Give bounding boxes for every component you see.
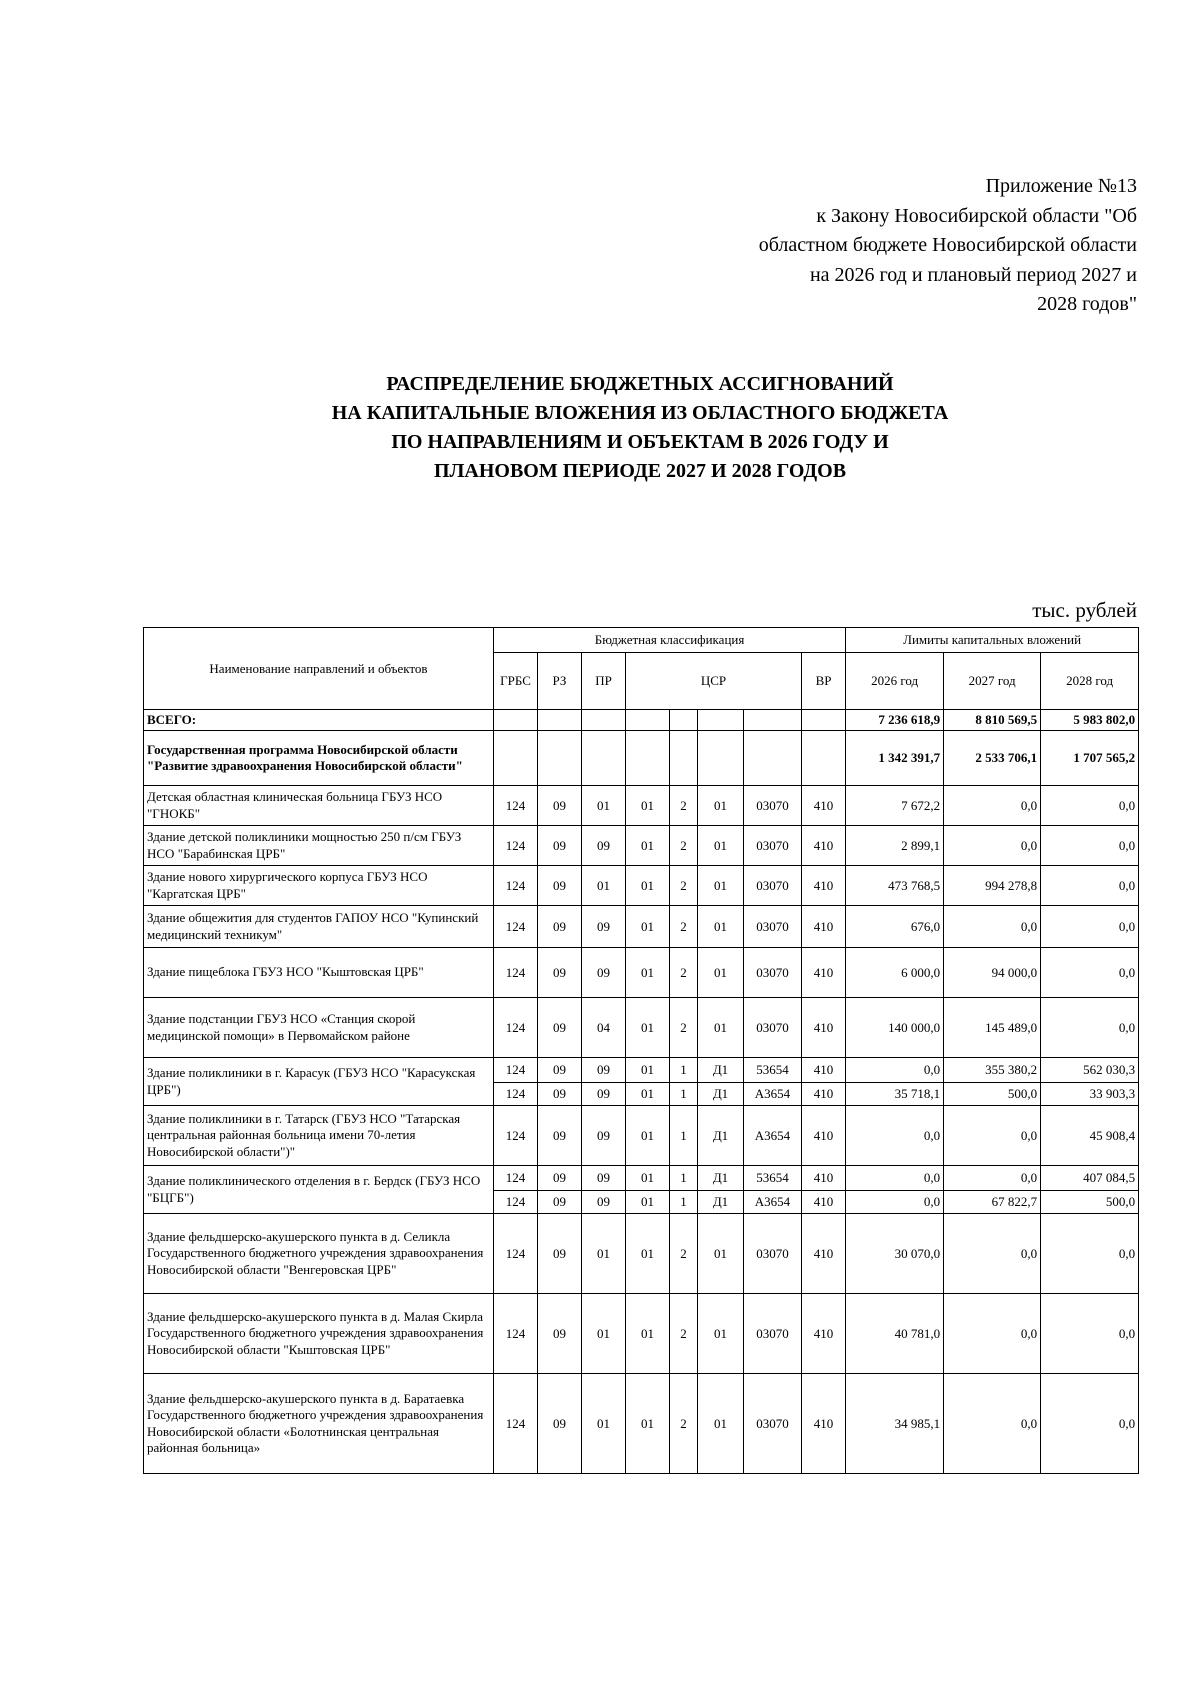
appendix-line: областном бюджете Новосибирской области bbox=[758, 234, 1137, 256]
code-vr: 410 bbox=[802, 826, 846, 866]
object-name: Детская областная клиническая больница ГБУЗ НСО "ГНОКБ" bbox=[144, 786, 494, 826]
value-2027: 0,0 bbox=[944, 1294, 1041, 1374]
code-c4: 03070 bbox=[744, 1294, 802, 1374]
code-c2: 2 bbox=[670, 866, 698, 906]
code-c2: 1 bbox=[670, 1106, 698, 1166]
table-row bbox=[144, 1294, 1139, 1374]
code-pr: 01 bbox=[582, 1294, 626, 1374]
value-2026: 0,0 bbox=[846, 1058, 944, 1083]
value-2026: 35 718,1 bbox=[846, 1083, 944, 1106]
value-2027: 145 489,0 bbox=[944, 998, 1041, 1058]
code-c1: 01 bbox=[626, 866, 670, 906]
code-c2: 2 bbox=[670, 1374, 698, 1474]
table-row bbox=[144, 906, 1139, 948]
code-c1: 01 bbox=[626, 906, 670, 948]
code-pr: 09 bbox=[582, 1166, 626, 1191]
appendix-line: к Закону Новосибирской области "Об bbox=[816, 204, 1137, 227]
code-pr: 01 bbox=[582, 1374, 626, 1474]
code-c3: 01 bbox=[698, 906, 744, 948]
value-2028: 500,0 bbox=[1041, 1191, 1139, 1214]
value-2027: 0,0 bbox=[944, 1166, 1041, 1191]
object-name: Здание поликлиники в г. Татарск (ГБУЗ НСО "Татарская центральная районная больница имени 70-летия Новосибирской области")" bbox=[144, 1106, 494, 1166]
header-2027: 2027 год bbox=[944, 653, 1041, 710]
code-c1: 01 bbox=[626, 1214, 670, 1294]
code-c4: 03070 bbox=[744, 906, 802, 948]
code-c2: 2 bbox=[670, 1294, 698, 1374]
value-2027: 0,0 bbox=[944, 786, 1041, 826]
title-line: ПЛАНОВОМ ПЕРИОДЕ 2027 И 2028 ГОДОВ bbox=[433, 460, 847, 482]
code-vr: 410 bbox=[802, 1166, 846, 1191]
table-row bbox=[144, 1214, 1139, 1294]
code-c4: 03070 bbox=[744, 866, 802, 906]
code-c2: 2 bbox=[670, 1214, 698, 1294]
code-vr: 410 bbox=[802, 998, 846, 1058]
object-name: Здание фельдшерско-акушерского пункта в д. Селикла Государственного бюджетного учреждения здравоохранения Новосибирской области "Венгеровская ЦРБ" bbox=[144, 1214, 494, 1294]
code-rz: 09 bbox=[538, 906, 582, 948]
code-grbs: 124 bbox=[494, 1294, 538, 1374]
code-c1: 01 bbox=[626, 998, 670, 1058]
code-c2: 2 bbox=[670, 998, 698, 1058]
code-c1: 01 bbox=[626, 1166, 670, 1191]
program-row bbox=[144, 731, 1139, 786]
value-2026: 7 236 618,9 bbox=[846, 710, 944, 731]
value-2028: 562 030,3 bbox=[1041, 1058, 1139, 1083]
object-name: Здание фельдшерско-акушерского пункта в д. Баратаевка Государственного бюджетного учреждения здравоохранения Новосибирской области «Болотнинская центральная районная больница» bbox=[144, 1374, 494, 1474]
code-grbs: 124 bbox=[494, 948, 538, 998]
header-csr: ЦСР bbox=[626, 653, 802, 710]
units-label: тыс. рублей bbox=[1032, 598, 1137, 622]
code-rz: 09 bbox=[538, 1083, 582, 1106]
value-2028: 407 084,5 bbox=[1041, 1166, 1139, 1191]
code-c2: 1 bbox=[670, 1166, 698, 1191]
value-2026: 676,0 bbox=[846, 906, 944, 948]
code-c1: 01 bbox=[626, 1058, 670, 1083]
code-vr: 410 bbox=[802, 786, 846, 826]
value-2028: 0,0 bbox=[1041, 948, 1139, 998]
code-c3: Д1 bbox=[698, 1166, 744, 1191]
code-c4: 53654 bbox=[744, 1166, 802, 1191]
code-c4: 03070 bbox=[744, 948, 802, 998]
code-c3: 01 bbox=[698, 1374, 744, 1474]
code-vr: 410 bbox=[802, 1294, 846, 1374]
code-vr: 410 bbox=[802, 1374, 846, 1474]
value-2027: 2 533 706,1 bbox=[944, 731, 1041, 786]
object-name: Здание общежития для студентов ГАПОУ НСО "Купинский медицинский техникум" bbox=[144, 906, 494, 948]
code-c1: 01 bbox=[626, 1083, 670, 1106]
code-c1: 01 bbox=[626, 786, 670, 826]
code-vr: 410 bbox=[802, 866, 846, 906]
code-c4: 03070 bbox=[744, 1374, 802, 1474]
value-2026: 30 070,0 bbox=[846, 1214, 944, 1294]
value-2028: 0,0 bbox=[1041, 1374, 1139, 1474]
table-row bbox=[144, 1058, 1139, 1083]
value-2028: 45 908,4 bbox=[1041, 1106, 1139, 1166]
value-2028: 0,0 bbox=[1041, 786, 1139, 826]
code-grbs: 124 bbox=[494, 866, 538, 906]
code-rz: 09 bbox=[538, 826, 582, 866]
object-name: Здание детской поликлиники мощностью 250 п/см ГБУЗ НСО "Барабинская ЦРБ" bbox=[144, 826, 494, 866]
code-c1: 01 bbox=[626, 1294, 670, 1374]
budget-table bbox=[143, 627, 1139, 1474]
value-2028: 5 983 802,0 bbox=[1041, 710, 1139, 731]
code-c2: 2 bbox=[670, 786, 698, 826]
value-2027: 67 822,7 bbox=[944, 1191, 1041, 1214]
value-2026: 2 899,1 bbox=[846, 826, 944, 866]
value-2026: 1 342 391,7 bbox=[846, 731, 944, 786]
table-row bbox=[144, 1374, 1139, 1474]
object-name: Здание поликлиники в г. Карасук (ГБУЗ НСО "Карасукская ЦРБ") bbox=[144, 1058, 494, 1106]
code-c4: А3654 bbox=[744, 1106, 802, 1166]
value-2026: 34 985,1 bbox=[846, 1374, 944, 1474]
code-c4: 03070 bbox=[744, 826, 802, 866]
code-vr: 410 bbox=[802, 1191, 846, 1214]
code-pr: 09 bbox=[582, 826, 626, 866]
code-c2: 1 bbox=[670, 1083, 698, 1106]
code-vr: 410 bbox=[802, 948, 846, 998]
table-row bbox=[144, 948, 1139, 998]
code-rz: 09 bbox=[538, 1294, 582, 1374]
code-c4: 03070 bbox=[744, 786, 802, 826]
code-vr: 410 bbox=[802, 1106, 846, 1166]
code-pr: 09 bbox=[582, 1083, 626, 1106]
value-2028: 0,0 bbox=[1041, 906, 1139, 948]
value-2028: 0,0 bbox=[1041, 866, 1139, 906]
table-row bbox=[144, 1166, 1139, 1191]
code-c1: 01 bbox=[626, 826, 670, 866]
code-grbs: 124 bbox=[494, 786, 538, 826]
header-limits: Лимиты капитальных вложений bbox=[846, 628, 1139, 653]
row-name: Государственная программа Новосибирской области "Развитие здравоохранения Новосибирской области" bbox=[144, 731, 494, 786]
object-name: Здание пищеблока ГБУЗ НСО "Кыштовская ЦРБ" bbox=[144, 948, 494, 998]
code-c4: 53654 bbox=[744, 1058, 802, 1083]
code-grbs: 124 bbox=[494, 998, 538, 1058]
table-row bbox=[144, 866, 1139, 906]
code-c1: 01 bbox=[626, 1106, 670, 1166]
code-c3: Д1 bbox=[698, 1083, 744, 1106]
code-c2: 2 bbox=[670, 906, 698, 948]
code-c4: А3654 bbox=[744, 1191, 802, 1214]
code-grbs: 124 bbox=[494, 1106, 538, 1166]
value-2026: 140 000,0 bbox=[846, 998, 944, 1058]
code-grbs: 124 bbox=[494, 1191, 538, 1214]
code-c4: 03070 bbox=[744, 998, 802, 1058]
value-2026: 473 768,5 bbox=[846, 866, 944, 906]
value-2026: 40 781,0 bbox=[846, 1294, 944, 1374]
code-c2: 1 bbox=[670, 1191, 698, 1214]
object-name: Здание фельдшерско-акушерского пункта в д. Малая Скирла Государственного бюджетного учреждения здравоохранения Новосибирской области "Кыштовская ЦРБ" bbox=[144, 1294, 494, 1374]
code-vr: 410 bbox=[802, 906, 846, 948]
code-grbs: 124 bbox=[494, 826, 538, 866]
value-2028: 0,0 bbox=[1041, 998, 1139, 1058]
object-name: Здание подстанции ГБУЗ НСО «Станция скорой медицинской помощи» в Первомайском районе bbox=[144, 998, 494, 1058]
code-grbs: 124 bbox=[494, 906, 538, 948]
code-c1: 01 bbox=[626, 1191, 670, 1214]
code-pr: 09 bbox=[582, 906, 626, 948]
code-c3: Д1 bbox=[698, 1058, 744, 1083]
value-2026: 0,0 bbox=[846, 1106, 944, 1166]
code-rz: 09 bbox=[538, 1166, 582, 1191]
value-2028: 33 903,3 bbox=[1041, 1083, 1139, 1106]
value-2026: 6 000,0 bbox=[846, 948, 944, 998]
title-line: НА КАПИТАЛЬНЫЕ ВЛОЖЕНИЯ ИЗ ОБЛАСТНОГО БЮДЖЕТА bbox=[331, 402, 949, 424]
value-2027: 0,0 bbox=[944, 1214, 1041, 1294]
code-c3: 01 bbox=[698, 998, 744, 1058]
code-rz: 09 bbox=[538, 866, 582, 906]
table-row bbox=[144, 786, 1139, 826]
code-c3: 01 bbox=[698, 1214, 744, 1294]
code-c2: 1 bbox=[670, 1058, 698, 1083]
object-name: Здание нового хирургического корпуса ГБУЗ НСО "Каргатская ЦРБ" bbox=[144, 866, 494, 906]
table-row bbox=[144, 998, 1139, 1058]
code-c3: 01 bbox=[698, 826, 744, 866]
code-pr: 09 bbox=[582, 1058, 626, 1083]
value-2028: 0,0 bbox=[1041, 826, 1139, 866]
header-2028: 2028 год bbox=[1041, 653, 1139, 710]
value-2027: 355 380,2 bbox=[944, 1058, 1041, 1083]
title-line: ПО НАПРАВЛЕНИЯМ И ОБЪЕКТАМ В 2026 ГОДУ И bbox=[391, 431, 889, 453]
code-rz: 09 bbox=[538, 1191, 582, 1214]
code-grbs: 124 bbox=[494, 1214, 538, 1294]
header-grbs: ГРБС bbox=[494, 653, 538, 710]
value-2027: 994 278,8 bbox=[944, 866, 1041, 906]
code-c3: Д1 bbox=[698, 1191, 744, 1214]
code-grbs: 124 bbox=[494, 1083, 538, 1106]
title-line: РАСПРЕДЕЛЕНИЕ БЮДЖЕТНЫХ АССИГНОВАНИЙ bbox=[386, 373, 894, 395]
value-2028: 1 707 565,2 bbox=[1041, 731, 1139, 786]
code-pr: 01 bbox=[582, 866, 626, 906]
value-2028: 0,0 bbox=[1041, 1214, 1139, 1294]
code-c4: А3654 bbox=[744, 1083, 802, 1106]
code-rz: 09 bbox=[538, 948, 582, 998]
code-pr: 09 bbox=[582, 1106, 626, 1166]
code-pr: 09 bbox=[582, 1191, 626, 1214]
code-c3: Д1 bbox=[698, 1106, 744, 1166]
value-2027: 500,0 bbox=[944, 1083, 1041, 1106]
document-title bbox=[0, 370, 1200, 486]
code-pr: 04 bbox=[582, 998, 626, 1058]
value-2027: 0,0 bbox=[944, 1374, 1041, 1474]
header-name: Наименование направлений и объектов bbox=[144, 628, 494, 710]
code-c1: 01 bbox=[626, 1374, 670, 1474]
code-c3: 01 bbox=[698, 786, 744, 826]
code-rz: 09 bbox=[538, 786, 582, 826]
value-2027: 8 810 569,5 bbox=[944, 710, 1041, 731]
value-2026: 7 672,2 bbox=[846, 786, 944, 826]
appendix-header bbox=[617, 172, 1137, 320]
code-c2: 2 bbox=[670, 948, 698, 998]
code-pr: 01 bbox=[582, 1214, 626, 1294]
code-grbs: 124 bbox=[494, 1166, 538, 1191]
code-rz: 09 bbox=[538, 1214, 582, 1294]
value-2027: 0,0 bbox=[944, 826, 1041, 866]
code-c2: 2 bbox=[670, 826, 698, 866]
code-grbs: 124 bbox=[494, 1374, 538, 1474]
header-vr: ВР bbox=[802, 653, 846, 710]
appendix-line: Приложение №13 bbox=[985, 175, 1137, 197]
value-2028: 0,0 bbox=[1041, 1294, 1139, 1374]
header-classification: Бюджетная классификация bbox=[494, 628, 846, 653]
total-row bbox=[144, 710, 1139, 731]
value-2026: 0,0 bbox=[846, 1191, 944, 1214]
value-2027: 0,0 bbox=[944, 906, 1041, 948]
row-name: ВСЕГО: bbox=[144, 710, 494, 731]
appendix-line: 2028 годов" bbox=[1037, 293, 1137, 315]
code-pr: 01 bbox=[582, 786, 626, 826]
code-c3: 01 bbox=[698, 1294, 744, 1374]
code-rz: 09 bbox=[538, 998, 582, 1058]
appendix-line: на 2026 год и плановый период 2027 и bbox=[809, 263, 1137, 286]
code-grbs: 124 bbox=[494, 1058, 538, 1083]
table-row bbox=[144, 826, 1139, 866]
code-vr: 410 bbox=[802, 1214, 846, 1294]
table-row bbox=[144, 1106, 1139, 1166]
code-pr: 09 bbox=[582, 948, 626, 998]
code-rz: 09 bbox=[538, 1374, 582, 1474]
header-rz: РЗ bbox=[538, 653, 582, 710]
code-vr: 410 bbox=[802, 1058, 846, 1083]
code-rz: 09 bbox=[538, 1058, 582, 1083]
value-2027: 0,0 bbox=[944, 1106, 1041, 1166]
code-c3: 01 bbox=[698, 866, 744, 906]
value-2026: 0,0 bbox=[846, 1166, 944, 1191]
code-c4: 03070 bbox=[744, 1214, 802, 1294]
code-rz: 09 bbox=[538, 1106, 582, 1166]
code-c3: 01 bbox=[698, 948, 744, 998]
object-name: Здание поликлинического отделения в г. Бердск (ГБУЗ НСО "БЦГБ") bbox=[144, 1166, 494, 1214]
value-2027: 94 000,0 bbox=[944, 948, 1041, 998]
code-vr: 410 bbox=[802, 1083, 846, 1106]
header-pr: ПР bbox=[582, 653, 626, 710]
header-2026: 2026 год bbox=[846, 653, 944, 710]
code-c1: 01 bbox=[626, 948, 670, 998]
